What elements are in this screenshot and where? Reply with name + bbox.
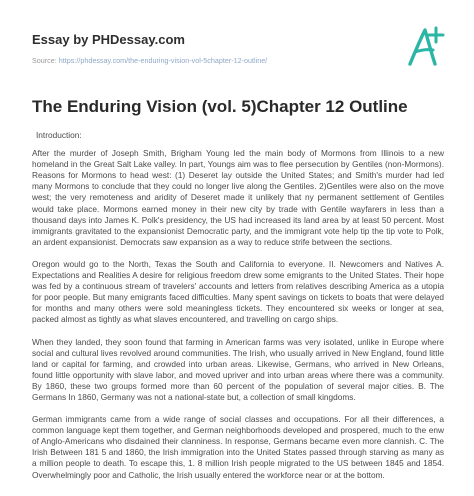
- site-title: Essay by PHDessay.com: [32, 32, 185, 47]
- intro-label: Introduction:: [36, 130, 82, 140]
- a-plus-logo[interactable]: [406, 24, 446, 70]
- body-paragraph: German immigrants came from a wide range of social classes and occupations. For all their differences, a common language kept them together, and German neighborhoods developed and prospered, much to the enw of Anglo-Americans who disdained their clanniness. In response, Germans became even more clannish. C. The Irish Between 181 5 and 1860, the Irish immigration into the United States passed through starving as many as a million people to death. To escape this, 1. 8 million Irish people migrated to the US between 1845 and 1854. Overwhelmingly poor and Catholic, the Irish usually entered the workforce near or at the bottom.: [32, 414, 444, 480]
- document-body: [32, 130, 444, 481]
- body-paragraph: When they landed, they soon found that farming in American farms was very isolated, unlike in Europe where social and cultural lives revolved around communities. The Irish, who usually arrived in New England, found little land or capital for farming, and crowded into urban areas. Likewise, Germans, who arrived in New Orleans, found little opportunity with slave labor, and moved upriver and into urban areas where there was a community. By 1860, these two groups formed more than 60 percent of the population of several major cities. B. The Germans In 1860, Germany was not a national-state but, a collection of small kingdoms.: [32, 336, 444, 402]
- document-title: The Enduring Vision (vol. 5)Chapter 12 Outline: [32, 97, 408, 116]
- source-label: Source:: [32, 56, 59, 65]
- source-link[interactable]: https://phdessay.com/the-enduring-vision-vol-5chapter-12-outline/: [58, 56, 268, 65]
- body-paragraph: After the murder of Joseph Smith, Brigham Young led the main body of Mormons from Illinois to a new homeland in the Great Salt Lake valley. In part, Youngs aim was to flee persecution by Gentiles (non-Mormons). Reasons for Mormons to head west: (1) Deseret lay outside the United States; and Smith's murder had led many Mormons to conclude that they could no longer live along the Gentiles. 2)Gentiles were also on the move west; the very remoteness and aridity of Deseret made it unlikely that ny permanent settlement of Gentiles would take place. Mormons earned money in their new city by trade with Gentile wayfarers in less than a thousand days into James K. Polk's presidency, the US had increased its land area by at least 50 percent. Most immigrants gravitated to the expansionist Democratic party, and the immigrant vote help tip the tip vote to Polk, an ardent expansionist. Democrats saw expansion as a way to reduce strife between the sections.: [32, 148, 444, 247]
- a-plus-logo-icon: [406, 24, 446, 70]
- page-header: [32, 32, 392, 66]
- body-paragraph: Oregon would go to the North, Texas the South and California to everyone. II. Newcomers and Natives A. Expectations and Realities A desire for religious freedom drew some emigrants to the United States. Their hope was fed by a continuous stream of travelers' accounts and letters from relatives describing America as a utopia for poor people. But many emigrants faced difficulties. Many spent savings on tickets to boats that were delayed for months and many others were sold meaningless tickets. They encountered six weeks or longer at sea, packed almost as tightly as what slaves encountered, and travelling on cargo ships.: [32, 258, 444, 325]
- source-line: [32, 56, 392, 66]
